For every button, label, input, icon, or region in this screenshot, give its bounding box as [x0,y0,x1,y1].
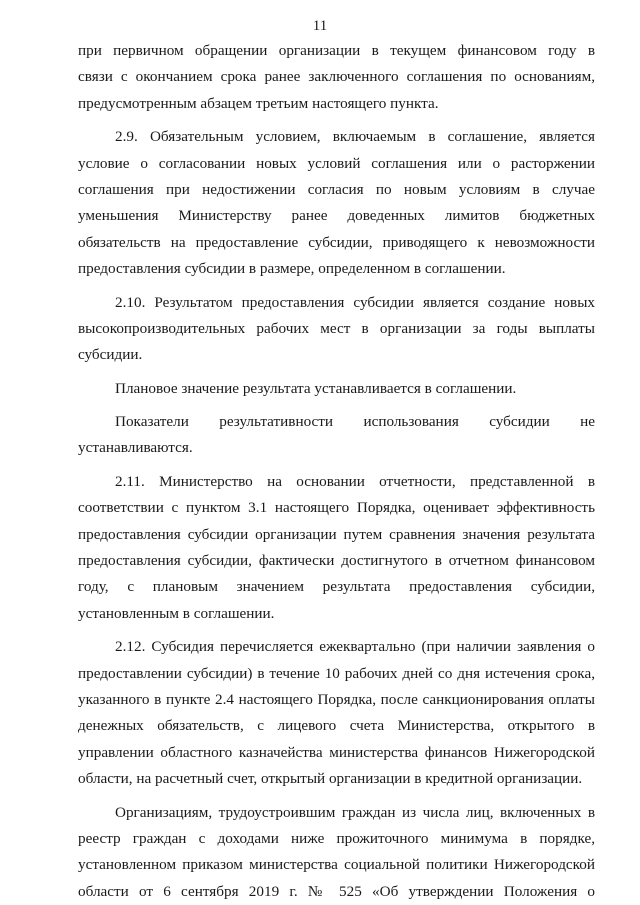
text-line: области, на расчетный счет, открытый организации в кредитной организации. [78,770,583,788]
text-line: 2.12. Субсидия перечисляется ежеквартально (при наличии заявления о [115,638,595,656]
text-line: соответствии с пунктом 3.1 настоящего Порядка, оценивает эффективность [78,499,595,517]
text-line: предоставления субсидии, фактически достигнутого в отчетном финансовом [78,552,595,570]
text-line: устанавливаются. [78,439,193,457]
text-line: при первичном обращении организации в текущем финансовом году в [78,42,595,59]
paragraph [78,634,595,792]
text-line: субсидии. [78,346,143,364]
text-line: предусмотренным абзацем третьим настоящего пункта. [78,94,439,112]
text-line: году, с плановым значением результата предоставления субсидии, [78,578,595,596]
text-line: связи с окончанием срока ранее заключенного соглашения по основаниям, [78,68,595,86]
text-line: установленном приказом министерства социальной политики Нижегородской [78,856,595,874]
paragraph [78,800,595,905]
text-line: 2.9. Обязательным условием, включаемым в соглашение, является [115,128,595,146]
text-line: Показатели результативности использования субсидии не [115,413,595,431]
document-body [78,38,595,905]
paragraph [78,38,595,117]
text-line: 2.10. Результатом предоставления субсидии является создание новых [115,293,595,311]
text-line: высокопроизводительных рабочих мест в организации за годы выплаты [78,319,595,337]
text-line: уменьшения Министерству ранее доведенных лимитов бюджетных [78,207,595,225]
text-line: реестр граждан с доходами ниже прожиточного минимума в порядке, [78,829,595,847]
text-line: установленным в соглашении. [78,604,275,622]
text-line: предоставления субсидии организации путем сравнения значения результата [78,525,595,543]
text-line: условие о согласовании новых условий соглашения или о расторжении [78,154,595,172]
page-number: 11 [312,18,328,34]
paragraph [78,124,595,282]
text-line: области от 6 сентября 2019 г. № 525 «Об утверждении Положения о [78,882,595,900]
text-line: управлении областного казначейства министерства финансов Нижегородской [78,743,595,761]
text-line: 2.11. Министерство на основании отчетности, представленной в [115,472,595,490]
text-line: денежных обязательств, с лицевого счета Министерства, открытого в [78,717,595,735]
text-line: предоставлении субсидии) в течение 10 рабочих дней со дня истечения срока, [78,664,595,682]
paragraph [78,409,595,462]
text-line: указанного в пункте 2.4 настоящего Порядка, после санкционирования оплаты [78,690,595,708]
text-line: соглашения при недостижении согласия по новым условиям в случае [78,180,595,198]
paragraph [78,469,595,627]
text-line: Организациям, трудоустроившим граждан из числа лиц, включенных в [115,803,595,821]
text-line: обязательств на предоставление субсидии, приводящего к невозможности [78,233,595,251]
paragraph [78,376,595,402]
text-line: Плановое значение результата устанавливается в соглашении. [115,379,517,397]
text-line: предоставления субсидии в размере, определенном в соглашении. [78,260,506,278]
paragraph [78,290,595,369]
